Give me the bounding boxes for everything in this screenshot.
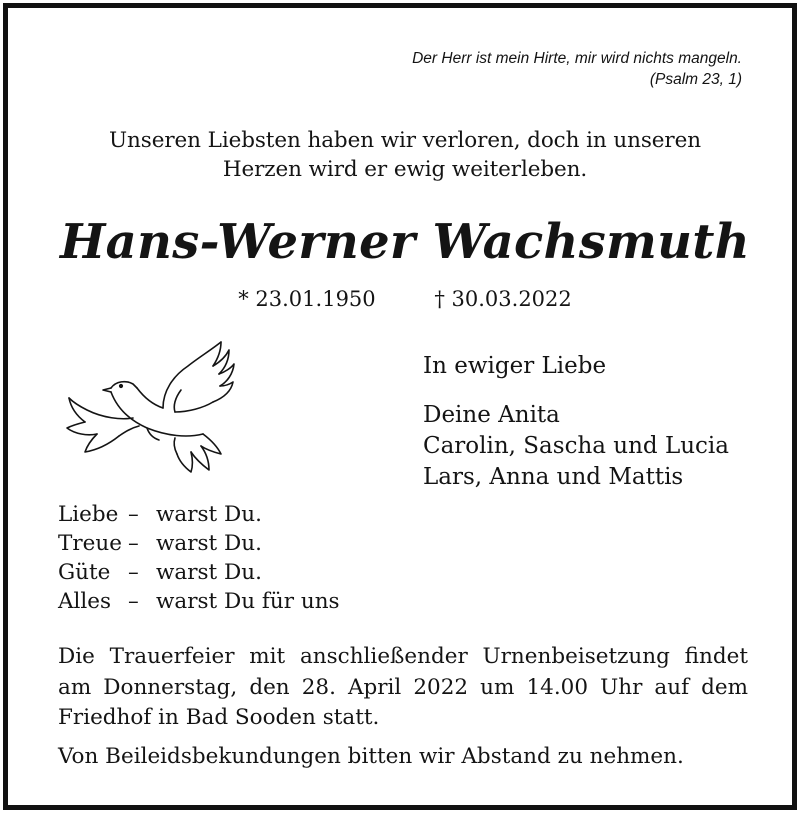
dove-icon (63, 336, 243, 481)
poem-word: Liebe (58, 502, 119, 527)
poem-line (58, 587, 340, 616)
poem-line (58, 558, 340, 587)
poem-rest: warst Du für uns (156, 589, 340, 614)
family-line: Carolin, Sascha und Lucia (423, 433, 729, 459)
ceremony-info (58, 642, 748, 734)
poem-dash: – (128, 531, 139, 556)
intro-line-2: Herzen wird er ewig weiterleben. (222, 157, 588, 182)
poem-rest: warst Du. (156, 502, 262, 527)
death-date: † 30.03.2022 (434, 287, 572, 311)
family-line: Deine Anita (423, 402, 560, 428)
ceremony-line-3: Friedhof in Bad Sooden statt. (58, 705, 380, 730)
quote-source: (Psalm 23, 1) (649, 71, 742, 88)
family-line: Lars, Anna und Mattis (423, 464, 684, 490)
poem-rest: warst Du. (156, 560, 262, 585)
poem-rest: warst Du. (156, 531, 262, 556)
condolence-note: Von Beileidsbekundungen bitten wir Abstand zu nehmen. (58, 744, 684, 769)
family-block (423, 351, 729, 493)
family-heading: In ewiger Liebe (423, 353, 607, 379)
life-dates (8, 284, 800, 314)
bible-quote (412, 48, 742, 90)
birth-date: * 23.01.1950 (238, 287, 376, 311)
deceased-name: Hans-Werner Wachsmuth (60, 214, 750, 270)
poem-word: Treue (58, 531, 122, 556)
quote-text: Der Herr ist mein Hirte, mir wird nichts mangeln. (412, 50, 742, 67)
poem-line (58, 529, 340, 558)
poem-dash: – (128, 560, 139, 585)
ceremony-line-2: am Donnerstag, den 28. April 2022 um 14.00 Uhr auf dem (58, 674, 748, 700)
poem-word: Güte (58, 560, 111, 585)
poem (58, 500, 340, 616)
intro-text (8, 126, 800, 184)
poem-word: Alles (58, 589, 112, 614)
poem-line (58, 500, 340, 529)
obituary-card (3, 3, 797, 810)
intro-line-1: Unseren Liebsten haben wir verloren, doch in unseren (109, 128, 701, 153)
ceremony-line-1: Die Trauerfeier mit anschließender Urnenbeisetzung findet (58, 644, 748, 669)
poem-dash: – (128, 589, 139, 614)
poem-dash: – (128, 502, 139, 527)
